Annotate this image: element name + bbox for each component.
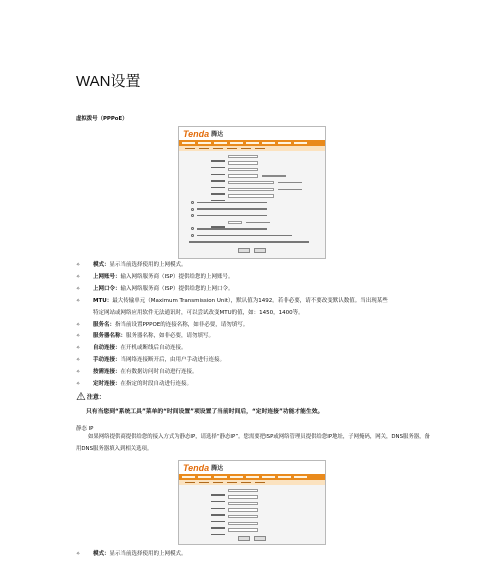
tenda-logo-cn: 腾达 [211,131,224,138]
router-form [179,151,325,255]
warning-icon: ⚠ [76,390,86,403]
list-item: ✧ 上网账号：输入网络服务商（ISP）提供给您的上网账号。 [76,273,234,280]
router-screenshot-pppoe [178,126,326,259]
pppoe-description-list [76,260,466,391]
list-item: ✧ 手动连接：当网络连接断开后，由用户手动进行连接。 [76,357,226,364]
section-heading-pppoe: 虚拟拨号（PPPoE） [76,116,128,122]
list-item: ✧ 定时连接：在指定的时段自动进行连接。 [76,381,193,388]
list-item: ✧ 模式：显示当前选择使用的上网模式。 [76,551,187,557]
tenda-logo: Tenda [183,462,210,473]
tenda-logo: Tenda [183,128,210,139]
static-ip-description-list [76,549,466,561]
list-item: ✧ 按需连接：在有数据访问时自动进行连接。 [76,369,198,376]
list-item: ✧ 自动连接：在开机或断线后自动连接。 [76,345,187,352]
section-heading-static-ip: 静态 IP [76,426,94,432]
router-header [179,127,325,140]
tenda-logo-cn: 腾达 [211,465,224,472]
note-label: ⚠ 注意： [76,390,105,403]
list-item: ✧ 服务器名称：服务器名称，如非必要，请勿填写。 [76,333,215,340]
list-item-continuation: 特定网站或网络应用软件无法通讯时，可以尝试改变MTU的值，如：1450，1400等。 [93,309,304,316]
router-form [179,485,325,543]
note-text: 只有当您到“系统工具”菜单的“时间设置”项设置了当前时间后，“定时连接”功能才能生效。 [86,409,324,415]
list-item: ✧ 上网口令：输入网络服务商（ISP）提供给您的上网口令。 [76,285,234,292]
list-item: ✧ MTU：最大传输单元（Maximum Transmission Unit），默认值为1492。若非必要，请不要改变默认数值。当出现某些 [76,297,388,304]
list-item: ✧ 服务名：指当前设置PPPOE的连接名称，如非必要，请勿填写。 [76,321,249,328]
list-item: ✧ 模式：显示当前选择使用的上网模式。 [76,262,187,268]
router-screenshot-static-ip [178,460,326,545]
document-title: WAN设置 [76,73,141,90]
static-ip-paragraph: 如果网络提供商提供给您的接入方式为静态IP，请选择“静态IP”。您需要把ISP或网络管理员提供给您IP地址，子网掩码，网关，DNS服务器，备用DNS服务器填入到相关选项。 [76,434,430,452]
router-header [179,461,325,474]
